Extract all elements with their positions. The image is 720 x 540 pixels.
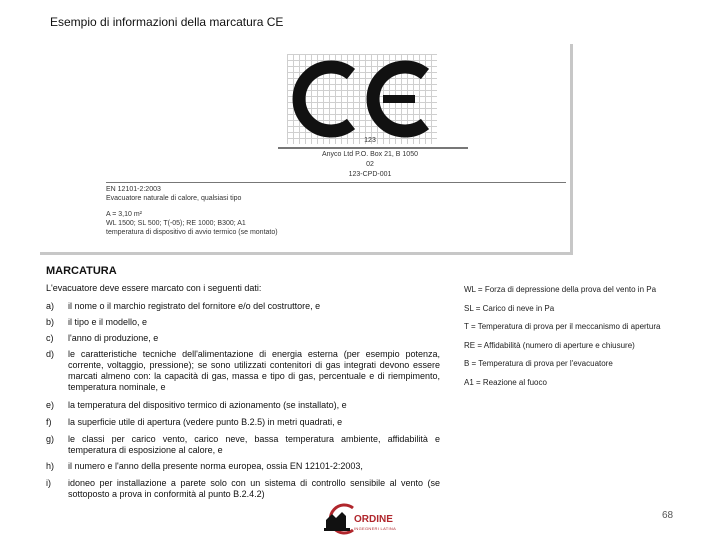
legend-item: WL = Forza di depressione della prova del vento in Pa xyxy=(464,285,657,294)
list-item-text: il numero e l'anno della presente norma europea, ossia EN 12101-2:2003, xyxy=(68,461,363,471)
list-item-text: la superficie utile di apertura (vedere punto B.2.5) in metri quadrati, e xyxy=(68,417,343,427)
list-item-label: i) xyxy=(46,478,51,488)
ce-product: Evacuatore naturale di calore, qualsiasi tipo xyxy=(106,195,242,202)
ce-separator xyxy=(106,182,566,183)
list-item-label: f) xyxy=(46,417,52,427)
legend-item: T = Temperatura di prova per il meccanismo di apertura xyxy=(464,322,661,331)
list-item-text: l'anno di produzione, e xyxy=(68,333,159,343)
list-item-text: il tipo e il modello, e xyxy=(68,317,148,327)
ce-classes: WL 1500; SL 500; T(-05); RE 1000; B300; A1 xyxy=(106,220,246,227)
legend-item: RE = Affidabilità (numero di aperture e chiusure) xyxy=(464,341,635,350)
page-number: 68 xyxy=(662,510,674,521)
ce-company: Anyco Ltd P.O. Box 21, B 1050 xyxy=(322,151,418,158)
ce-temperature: temperatura di dispositivo di avvio termico (se montato) xyxy=(106,229,278,236)
list-item-text: il nome o il marchio registrato del fornitore e/o del costruttore, e xyxy=(68,301,321,311)
ce-standard: EN 12101-2:2003 xyxy=(106,186,161,193)
list-item-text: le caratteristiche tecniche dell'alimentazione di energia esterna (per esempio potenza, corrente, voltaggio, pressione); se sono utilizzati contenitori di gas integrati devono essere marcati almeno con: la capacità di gas, massa e tipo di gas, percentuale e di riempimento, temperatura nominale, e xyxy=(68,349,440,392)
list-item-text: idoneo per installazione a parete solo con un sistema di controllo sensibile al vento (se sottoposto a prova in conformità al punto B.2.4.2) xyxy=(68,478,440,499)
ce-certificate: 123-CPD-001 xyxy=(348,171,392,178)
ce-year: 02 xyxy=(366,161,374,168)
legend-item: A1 = Reazione al fuoco xyxy=(464,378,547,387)
list-item-label: b) xyxy=(46,317,55,327)
logo-text: ORDINE xyxy=(354,514,393,525)
engineer-emblem-icon xyxy=(320,500,356,536)
list-item-text: la temperatura del dispositivo termico di azionamento (se installato), e xyxy=(68,400,347,410)
list-item-label: d) xyxy=(46,349,55,359)
list-item-label: c) xyxy=(46,333,54,343)
ce-mark-icon xyxy=(287,54,437,144)
list-item-label: h) xyxy=(46,461,55,471)
section-title: MARCATURA xyxy=(46,265,117,277)
list-item-label: a) xyxy=(46,301,55,311)
ce-label-panel xyxy=(40,44,573,255)
legend-item: SL = Carico di neve in Pa xyxy=(464,304,555,313)
list-item-text: le classi per carico vento, carico neve, bassa temperatura ambiente, affidabilità e temperatura di esposizione al calore, e xyxy=(68,434,440,455)
ce-mark-logo xyxy=(287,54,437,144)
list-item-label: e) xyxy=(46,400,55,410)
list-item-label: g) xyxy=(46,434,55,444)
ordine-logo xyxy=(320,500,398,536)
logo-subtitle: INGEGNERI LATINA xyxy=(354,526,397,531)
slide-title: Esempio di informazioni della marcatura CE xyxy=(50,15,284,29)
legend-item: B = Temperatura di prova per l'evacuatore xyxy=(464,359,613,368)
section-intro: L'evacuatore deve essere marcato con i seguenti dati: xyxy=(46,283,262,293)
ce-area: A = 3,10 m² xyxy=(106,211,142,218)
ce-number: 123 xyxy=(364,137,376,144)
ce-separator xyxy=(278,148,468,149)
